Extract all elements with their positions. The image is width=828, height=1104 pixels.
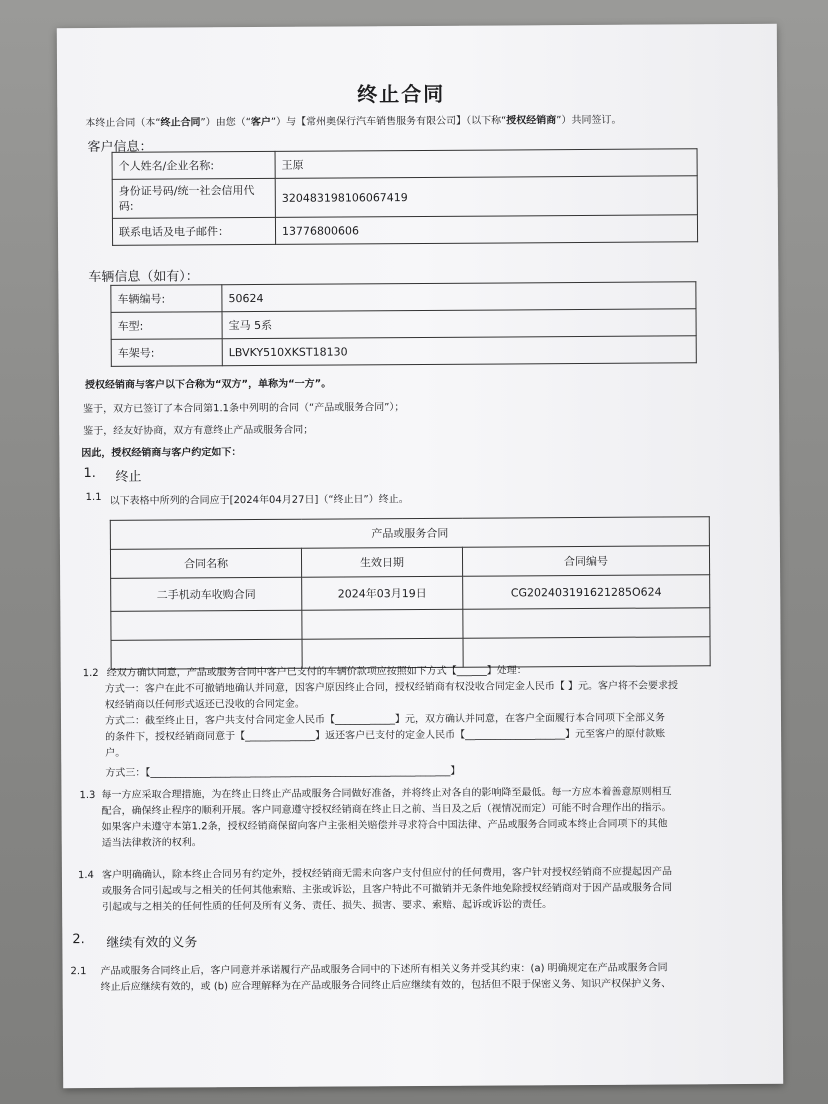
cell-empty [463,608,710,639]
header-effective-date: 生效日期 [301,547,462,577]
cell-empty [302,609,463,639]
cell-contract-number: CG202403191621285O624 [463,575,710,610]
intro-bold-3: 授权经销商 [506,115,557,127]
customer-row-name [112,149,697,180]
recital-therefore: 因此，授权经销商与客户约定如下： [81,447,242,460]
clause-1-2-number: 1.2 [82,667,99,680]
section-1-number: 1. [83,465,96,482]
clause-1-3-body [101,784,771,852]
cell-effective-date: 2024年03月19日 [302,576,463,610]
vehicle-row-vin [111,336,696,367]
header-contract-number: 合同编号 [462,546,709,577]
intro-bold-2: 客户 [250,116,271,129]
customer-name-value: 王原 [275,149,697,179]
clause-1-2-way3: 方式三：【____________________________________________________________】 [105,765,461,779]
vehicle-vin-value: LBVKY510XKST18130 [222,336,696,366]
table-row [111,608,710,641]
customer-row-id [112,176,697,219]
clause-1-2-body [104,662,768,782]
vehicle-model-label: 车型: [111,312,222,340]
clause-1-4-body [102,864,772,916]
contract-header-row [110,546,709,579]
intro-bold-1: 终止合同 [160,117,201,129]
intro-text-2: ”）由您（“ [200,117,251,129]
clause-2-1-number: 2.1 [70,966,87,978]
customer-row-phone [112,215,697,246]
clause-1-2-way1-line2: 权经销商以任何形式返还已没收的合同定金。 [104,698,305,711]
clause-1-2-lead: 经双方确认同意，产品或服务合同中客户已支付的车辆价款项应按照如下方式【______】处理： [106,665,527,679]
customer-phone-value: 13776800606 [275,215,697,245]
cell-empty [111,610,302,640]
clause-2-1-body [100,960,780,996]
clause-1-3-line3: 如果客户未遵守本第1.2条，授权经销商保留向客户主张相关赔偿并寻求符合中国法律、产品或服务合同或本终止合同项下的其他 [101,818,668,833]
contract-table [110,516,711,670]
cell-contract-name: 二手机动车收购合同 [111,577,302,611]
customer-info-table [112,148,699,246]
vehicle-info-heading: 车辆信息（如有）： [88,269,199,286]
vehicle-row-model [111,309,696,340]
clause-1-3-line2: 配合，确保终止程序的顺利开展。客户同意遵守授权经销商在终止日之前、当日及之后（视情况而定）可能不时合理作出的指示。 [101,802,672,817]
vehicle-number-label: 车辆编号: [111,285,222,313]
clause-1-3-line1: 每一方应采取合理措施，为在终止日终止产品或服务合同做好准备，并将终止对各自的影响降至最低。每一方应本着善意原则相互 [101,786,672,801]
clause-1-3-line4: 适当法律救济的权利。 [101,837,202,849]
customer-info-heading: 客户信息： [87,139,153,156]
intro-text-3: ”）与【常州奥保行汽车销售服务有限公司】（以下称“ [270,115,507,128]
recital-parties: 授权经销商与客户以下合称为“双方”，单称为“一方”。 [84,378,332,392]
clause-1-3-number: 1.3 [79,789,96,802]
vehicle-row-number [111,282,696,313]
contract-caption-row [110,517,709,550]
vehicle-number-value: 50624 [222,282,696,312]
clause-1-1-number: 1.1 [85,491,102,504]
customer-id-value: 320483198106067419 [275,176,697,218]
recital-whereas-2: 鉴于，经友好协商，双方有意终止产品或服务合同； [83,424,314,438]
vehicle-vin-label: 车架号: [111,339,222,367]
clause-1-4-number: 1.4 [77,869,94,882]
recital-whereas-1: 鉴于，双方已签订了本合同第1.1条中列明的合同（“产品或服务合同”）； [83,402,405,416]
intro-text-1: 本终止合同（本“ [85,117,161,130]
clause-1-2-way2-line2: 的条件下，授权经销商同意于【______________】返还客户已支付的定金人民币【____________________】元至客户的原付款账 [105,728,666,743]
clause-2-1-line1: 产品或服务合同终止后，客户同意并承诺履行产品或服务合同中的下述所有相关义务并受其约束：(a) 明确规定在产品或服务合同 [100,962,668,977]
clause-1-1-text: 以下表格中所列的合同应于[2024年04月27日]（“终止日”）终止。 [109,494,409,507]
header-contract-name: 合同名称 [110,548,301,578]
customer-id-label: 身份证号码/统一社会信用代码: [112,178,275,218]
clause-1-2-way2-line3: 户。 [105,747,126,759]
table-row [111,575,710,612]
document-page [57,24,783,1088]
intro-paragraph [85,111,621,129]
section-2-title: 继续有效的义务 [106,935,198,951]
vehicle-model-value: 宝马 5系 [222,309,696,339]
clause-2-1-line2: 终止后应继续有效的，或 (b) 应合理解释为在产品或服务合同终止后应继续有效的，包括但不限于保密义务、知识产权保护义务、 [100,978,672,993]
section-2-number: 2. [72,932,85,948]
customer-phone-label: 联系电话及电子邮件： [112,217,275,245]
clause-1-2-way1-line1: 方式一：客户在此不可撤销地确认并同意，因客户原因终止合同，授权经销商有权没收合同定金人民币【 】元。客户将不会要求授 [104,680,679,695]
vehicle-info-table [110,281,696,367]
clause-1-4-line2: 或服务合同引起或与之相关的任何其他索赔、主张或诉讼，且客户特此不可撤销并无条件地免除授权经销商对于因产品或服务合同 [102,882,673,897]
customer-name-label: 个人姓名/企业名称: [112,151,275,179]
contract-caption: 产品或服务合同 [110,517,709,550]
section-1-title: 终止 [115,469,142,485]
clause-1-2-way2-line1: 方式二：截至终止日，客户共支付合同定金人民币【____________】元，双方确认并同意，在客户全面履行本合同项下全部义务 [104,712,666,727]
document-title: 终止合同 [357,81,446,107]
clause-1-4-line1: 客户明确确认，除本终止合同另有约定外，授权经销商无需未向客户支付但应付的任何费用，客户针对授权经销商不应提起因产品 [101,866,672,881]
intro-text-4: ”）共同签订。 [556,114,622,127]
clause-1-4-line3: 引起或与之相关的任何性质的任何及所有义务、责任、损失、损害、要求、索赔、起诉或诉讼的责任。 [102,899,553,913]
